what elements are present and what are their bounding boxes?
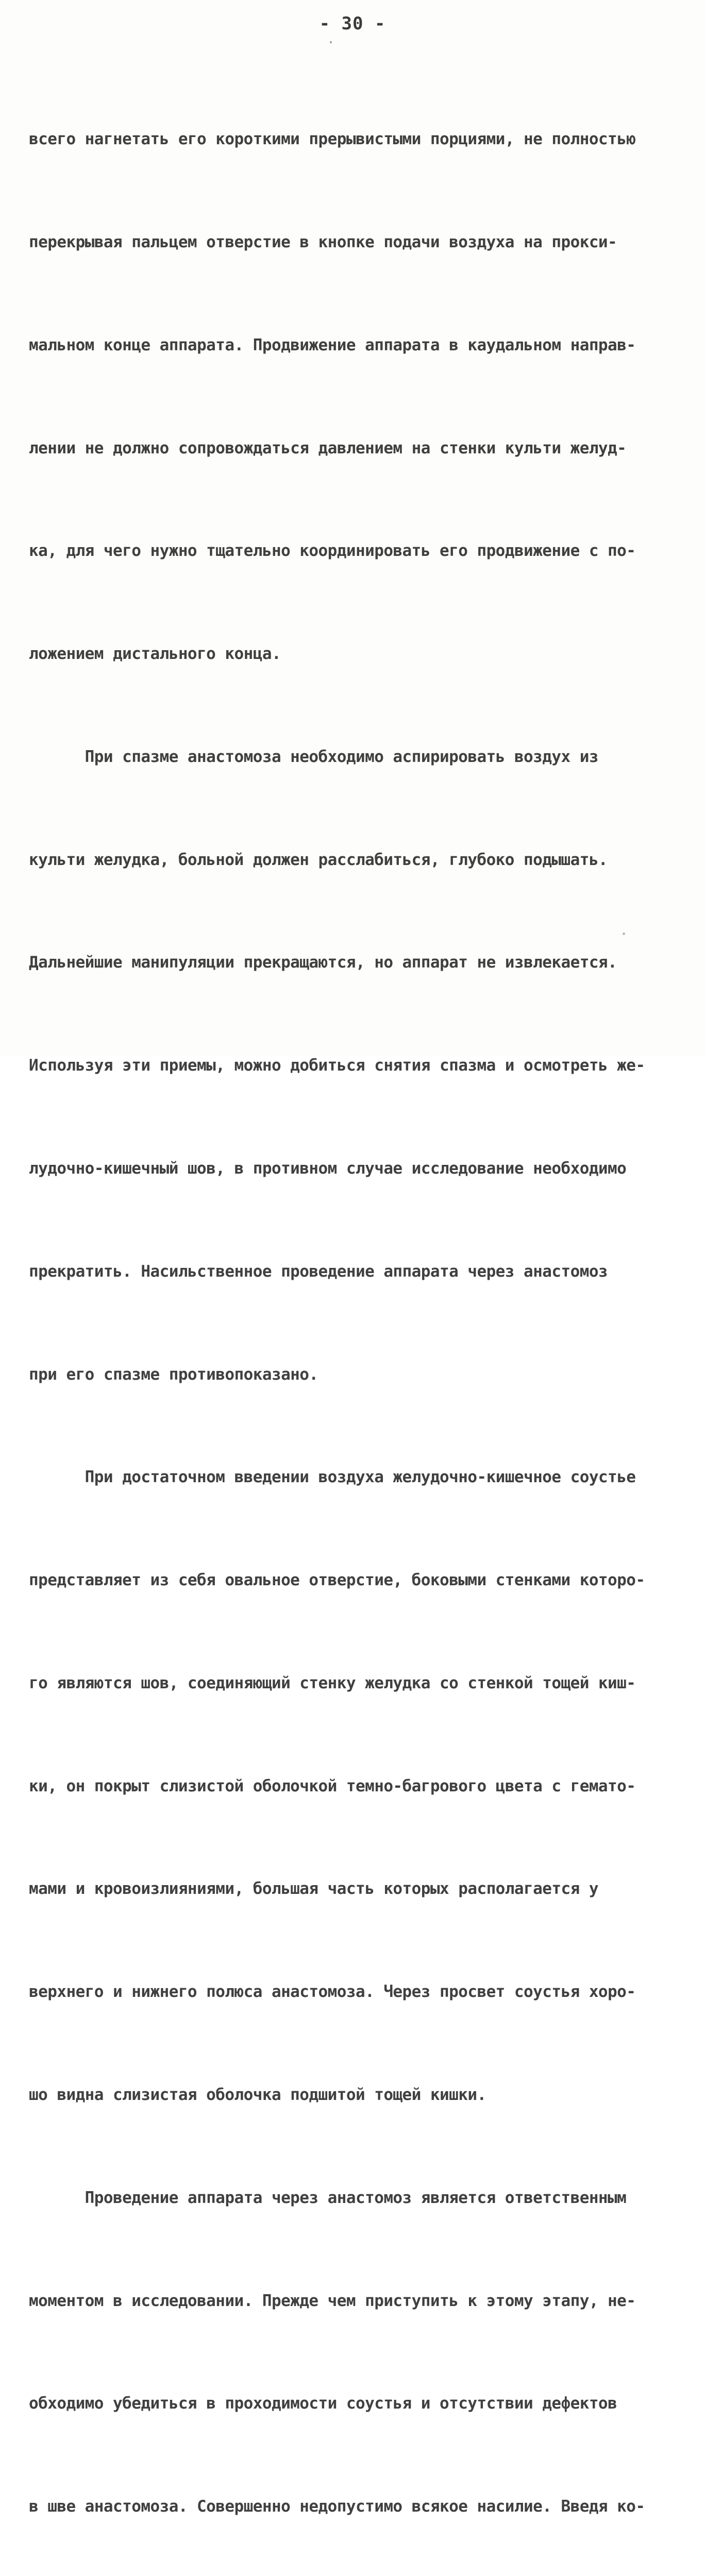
text-line: При достаточном введении воздуха желудочно-кишечное соустье	[29, 1468, 636, 1487]
text-line: при его спазме противопоказано.	[29, 1365, 318, 1384]
text-line: мальном конце аппарата. Продвижение аппарата в каудальном направ-	[29, 335, 636, 354]
text-line: прекратить. Насильственное проведение аппарата через анастомоз	[29, 1262, 608, 1281]
text-line: моментом в исследовании. Прежде чем приступить к этому этапу, не-	[29, 2291, 636, 2310]
text-line: го являются шов, соединяющий стенку желудка со стенкой тощей киш-	[29, 1673, 636, 1692]
text-line: Используя эти приемы, можно добиться снятия спазма и осмотреть же-	[29, 1056, 645, 1075]
page-number: - 30 -	[319, 13, 386, 34]
text-line: ложением дистального конца.	[29, 645, 281, 664]
paper-speck	[623, 933, 625, 935]
text-line: мами и кровоизлияниями, большая часть которых располагается у	[29, 1879, 598, 1899]
text-line: лении не должно сопровождаться давлением на стенки культи желуд-	[29, 438, 627, 457]
paper-speck	[330, 41, 332, 43]
text-line: культи желудка, больной должен расслабиться, глубоко подышать.	[29, 850, 608, 869]
text-line: представляет из себя овальное отверстие, боковыми стенками которо-	[29, 1571, 645, 1590]
text-line: перекрывая пальцем отверстие в кнопке подачи воздуха на прокси-	[29, 232, 617, 251]
text-line: шо видна слизистая оболочка подшитой тощей кишки.	[29, 2086, 486, 2105]
text-line: в шве анастомоза. Совершенно недопустимо всякое насилие. Введя ко-	[29, 2497, 645, 2516]
text-line: При спазме анастомоза необходимо аспирировать воздух из	[29, 747, 598, 766]
text-line: ка, для чего нужно тщательно координировать его продвижение с по-	[29, 541, 636, 561]
text-line: обходимо убедиться в проходимости соустья и отсутствии дефектов	[29, 2394, 617, 2413]
text-line: верхнего и нижнего полюса анастомоза. Через просвет соустья хоро-	[29, 1982, 636, 2002]
text-line: всего нагнетать его короткими прерывистыми порциями, не полностью	[29, 130, 636, 149]
text-line: Дальнейшие манипуляции прекращаются, но аппарат не извлекается.	[29, 953, 617, 972]
text-line: лудочно-кишечный шов, в противном случае исследование необходимо	[29, 1159, 627, 1178]
typed-body-text	[29, 54, 678, 2576]
text-line: Проведение аппарата через анастомоз является ответственным	[29, 2188, 627, 2207]
text-line: ки, он покрыт слизистой оболочкой темно-багрового цвета с гемато-	[29, 1776, 636, 1795]
